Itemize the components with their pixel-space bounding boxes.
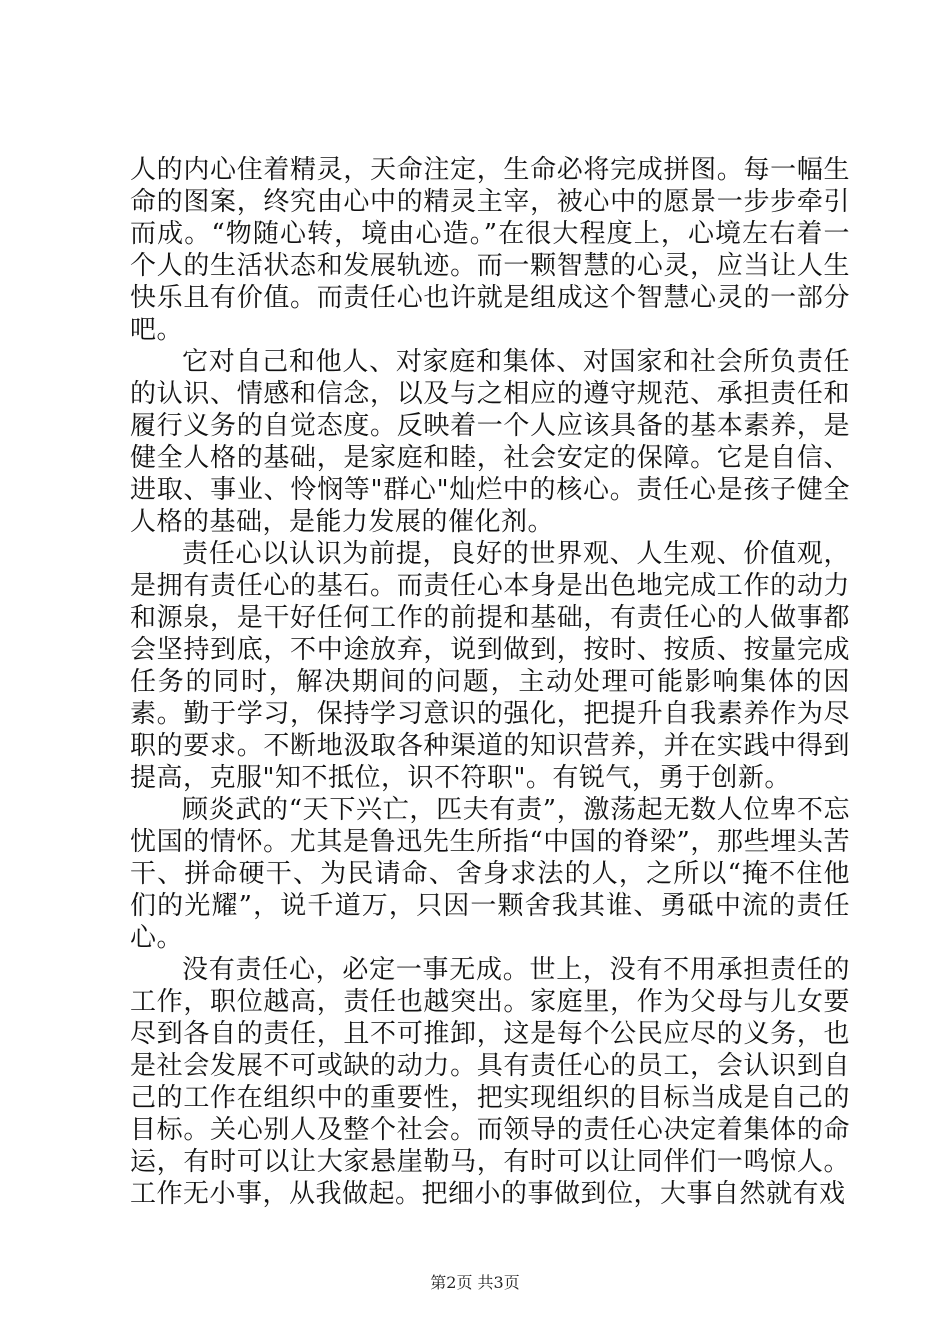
page-footer: 第2页 共3页	[430, 1273, 520, 1292]
document-body	[130, 154, 850, 1210]
paragraph-5: 没有责任心，必定一事无成。世上，没有不用承担责任的工作，职位越高，责任也越突出。家庭里，作为父母与儿女要尽到各自的责任，且不可推卸，这是每个公民应尽的义务，也是社会发展不可或缺的动力。具有责任心的员工，会认识到自己的工作在组织中的重要性，把实现组织的目标当成是自己的目标。关心别人及整个社会。而领导的责任心决定着集体的命运，有时可以让大家悬崖勒马，有时可以让同伴们一鸣惊人。工作无小事，从我做起。把细小的事做到位，大事自然就有戏	[130, 955, 850, 1209]
paragraph-2: 它对自己和他人、对家庭和集体、对国家和社会所负责任的认识、情感和信念，以及与之相应的遵守规范、承担责任和履行义务的自觉态度。反映着一个人应该具备的基本素养，是健全人格的基础，是家庭和睦，社会安定的保障。它是自信、进取、事业、怜悯等"群心"灿烂中的核心。责任心是孩子健全人格的基础，是能力发展的催化剂。	[130, 347, 850, 537]
paragraph-4: 顾炎武的“天下兴亡，匹夫有责”，激荡起无数人位卑不忘忧国的情怀。尤其是鲁迅先生所指“中国的脊梁”，那些埋头苦干、拼命硬干、为民请命、舍身求法的人，之所以“掩不住他们的光耀”，说千道万，只因一颗舍我其谁、勇砥中流的责任心。	[130, 795, 850, 953]
paragraph-1: 人的内心住着精灵，天命注定，生命必将完成拼图。每一幅生命的图案，终究由心中的精灵主宰，被心中的愿景一步步牵引而成。“物随心转，境由心造。”在很大程度上，心境左右着一个人的生活状态和发展轨迹。而一颗智慧的心灵，应当让人生快乐且有价值。而责任心也许就是组成这个智慧心灵的一部分吧。	[130, 155, 850, 345]
paragraph-3: 责任心以认识为前提，良好的世界观、人生观、价值观，是拥有责任心的基石。而责任心本身是出色地完成工作的动力和源泉，是干好任何工作的前提和基础，有责任心的人做事都会坚持到底，不中途放弃，说到做到，按时、按质、按量完成任务的同时，解决期间的问题，主动处理可能影响集体的因素。勤于学习，保持学习意识的强化，把提升自我素养作为尽职的要求。不断地汲取各种渠道的知识营养，并在实践中得到提高，克服"知不抵位，识不符职"。有锐气，勇于创新。	[130, 539, 850, 793]
